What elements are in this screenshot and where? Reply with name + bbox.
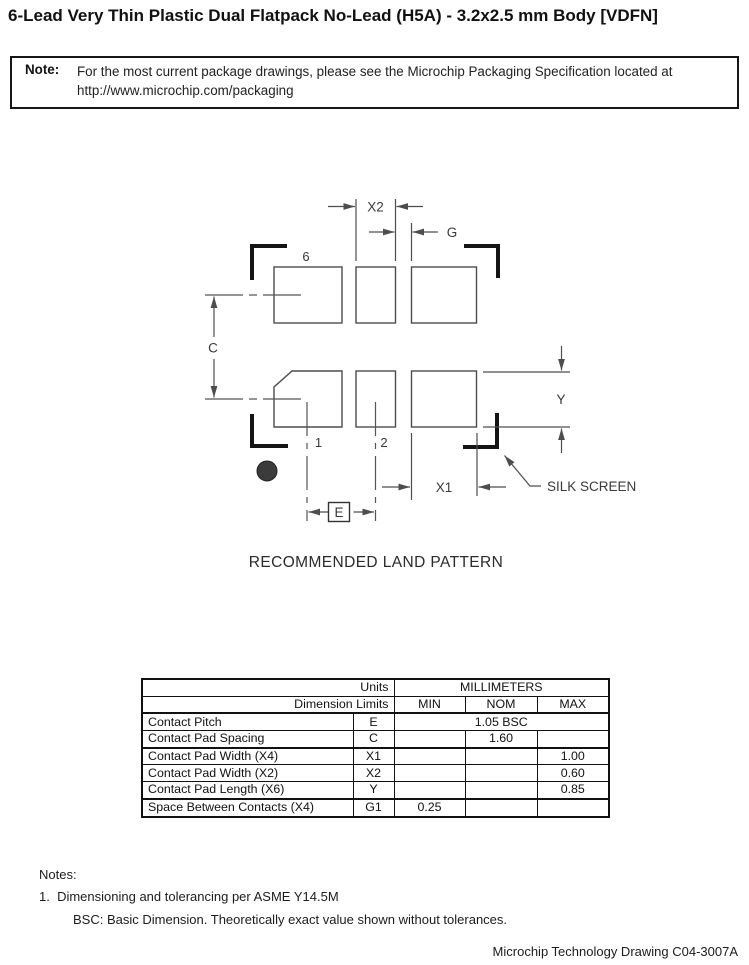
- silk-screen-label: SILK SCREEN: [547, 479, 637, 494]
- row-max-cell: [537, 731, 609, 748]
- table-header-row-units: [142, 679, 609, 696]
- dimension-limits-cell: Dimension Limits: [142, 696, 394, 713]
- note-label: Note:: [25, 62, 60, 77]
- row-nom-cell: [465, 765, 537, 782]
- note-item-1-sub: BSC: Basic Dimension. Theoretically exact value shown without tolerances.: [73, 912, 508, 927]
- g-label: G: [446, 225, 458, 240]
- row-nom-cell: [465, 799, 537, 817]
- page-title: 6-Lead Very Thin Plastic Dual Flatpack No-Lead (H5A) - 3.2x2.5 mm Body [VDFN]: [8, 6, 658, 25]
- units-label-cell: Units: [142, 679, 394, 696]
- row-label-cell: Space Between Contacts (X4): [142, 799, 353, 817]
- row-symbol-cell: G1: [353, 799, 394, 817]
- x2-label: X2: [367, 199, 384, 215]
- row-min-cell: [394, 765, 465, 782]
- x1-label: X1: [435, 480, 453, 495]
- row-max-cell: [537, 799, 609, 817]
- row-nom-cell: [465, 782, 537, 799]
- note-text-line2: http://www.microchip.com/packaging: [77, 83, 294, 99]
- row-symbol-cell: X2: [353, 765, 394, 782]
- pad-top-middle: [356, 267, 396, 323]
- table-row: [142, 748, 609, 765]
- row-label-cell: Contact Pitch: [142, 713, 353, 730]
- note-box: [10, 56, 739, 109]
- silk-screen-leader-line: [505, 456, 542, 487]
- note-text: [77, 62, 672, 100]
- row-min-cell: [394, 782, 465, 799]
- drawing-reference: Microchip Technology Drawing C04-3007A: [492, 944, 738, 959]
- row-max-cell: 0.60: [537, 765, 609, 782]
- table-header-row-limits: [142, 696, 609, 713]
- c-label: C: [208, 340, 218, 356]
- table-row: [142, 713, 609, 730]
- row-label-cell: Contact Pad Spacing: [142, 731, 353, 748]
- pin2-label: 2: [380, 435, 388, 450]
- row-min-cell: 0.25: [394, 799, 465, 817]
- drawing-caption: RECOMMENDED LAND PATTERN: [248, 554, 504, 571]
- nom-header-cell: NOM: [465, 696, 537, 713]
- land-pattern-drawing: [180, 190, 660, 540]
- pad-bottom-right: [412, 371, 477, 427]
- row-span-value-cell: 1.05 BSC: [394, 713, 609, 730]
- y-label: Y: [556, 392, 566, 407]
- row-max-cell: 1.00: [537, 748, 609, 765]
- table-row: [142, 765, 609, 782]
- row-min-cell: [394, 731, 465, 748]
- row-max-cell: 0.85: [537, 782, 609, 799]
- note-text-line1: For the most current package drawings, please see the Microchip Packaging Specification located at: [77, 64, 673, 79]
- table-row: [142, 731, 609, 748]
- row-label-cell: Contact Pad Width (X4): [142, 748, 353, 765]
- max-header-cell: MAX: [537, 696, 609, 713]
- pad-top-right: [412, 267, 477, 323]
- row-label-cell: Contact Pad Length (X6): [142, 782, 353, 799]
- e-label: E: [334, 505, 344, 520]
- table-row: [142, 799, 609, 817]
- row-symbol-cell: X1: [353, 748, 394, 765]
- pin1-indicator-dot: [257, 461, 277, 481]
- row-min-cell: [394, 748, 465, 765]
- row-symbol-cell: E: [353, 713, 394, 730]
- row-symbol-cell: Y: [353, 782, 394, 799]
- dimension-g: [369, 223, 438, 261]
- row-symbol-cell: C: [353, 731, 394, 748]
- units-value-cell: MILLIMETERS: [394, 679, 609, 696]
- pin6-label: 6: [302, 249, 310, 264]
- row-nom-cell: 1.60: [465, 731, 537, 748]
- min-header-cell: MIN: [394, 696, 465, 713]
- notes-heading: Notes:: [39, 867, 77, 882]
- pin1-label: 1: [314, 435, 323, 450]
- table-row: [142, 782, 609, 799]
- note-item-1: 1. Dimensioning and tolerancing per ASME Y14.5M: [39, 889, 339, 904]
- row-label-cell: Contact Pad Width (X2): [142, 765, 353, 782]
- dimensions-table: [141, 678, 610, 818]
- row-nom-cell: [465, 748, 537, 765]
